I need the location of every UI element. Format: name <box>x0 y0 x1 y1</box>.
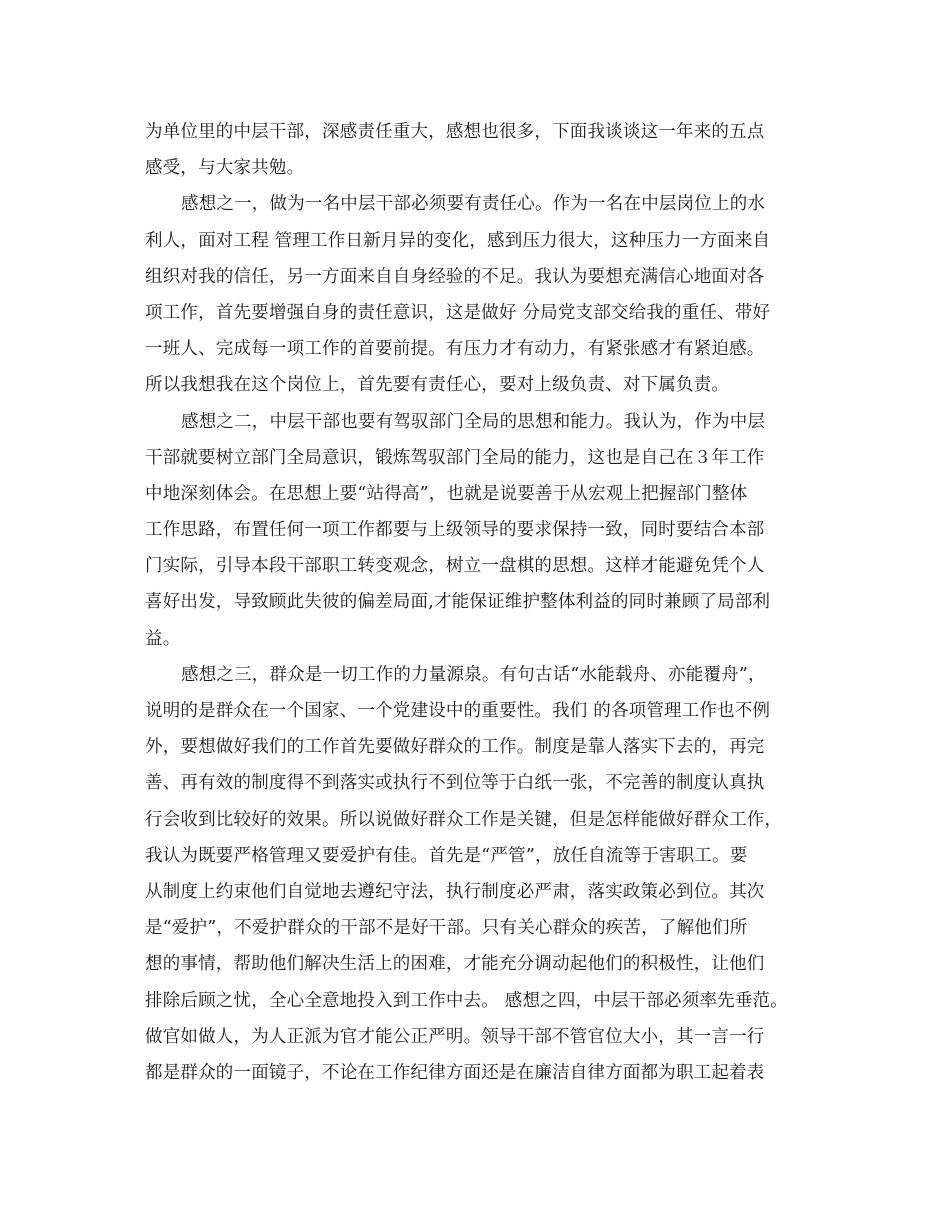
text-line: 组织对我的信任，另一方面来自自身经验的不足。我认为要想充满信心地面对各 <box>145 266 765 287</box>
text-line: 外，要想做好我们的工作首先要做好群众的工作。制度是靠人落实下去的，再完 <box>145 737 765 758</box>
paragraph-4 <box>145 657 805 1091</box>
text-line: 感想之二，中层干部也要有驾驭部门全局的思想和能力。我认为，作为中层 <box>181 411 766 432</box>
text-line: 所以我想我在这个岗位上，首先要有责任心，要对上级负责、对下属负责。 <box>145 375 730 396</box>
paragraph-3 <box>145 404 805 657</box>
text-line: 善、再有效的制度得不到落实或执行不到位等于白纸一张，不完善的制度认真执 <box>145 773 765 794</box>
text-line: 喜好出发，导致顾此失彼的偏差局面,才能保证维护整体利益的同时兼顾了局部利 <box>145 592 771 613</box>
text-line: 做官如做人，为人正派为官才能公正严明。领导干部不管官位大小，其一言一行 <box>145 1026 765 1047</box>
text-line: 为单位里的中层干部，深感责任重大，感想也很多，下面我谈谈这一年来的五点 <box>145 122 765 142</box>
text-line: 说明的是群众在一个国家、一个党建设中的重要性。我们 的各项管理工作也不例 <box>145 701 771 721</box>
text-line: 感受，与大家共勉。 <box>145 158 305 179</box>
text-line: 感想之一，做为一名中层干部必须要有责任心。作为一名在中层岗位上的水 <box>181 194 766 215</box>
text-line: 从制度上约束他们自觉地去遵纪守法，执行制度必严肃，落实政策必到位。其次 <box>145 881 765 902</box>
text-line: 益。 <box>145 628 181 649</box>
text-line: 都是群众的一面镜子，不论在工作纪律方面还是在廉洁自律方面都为职工起着表 <box>145 1062 765 1083</box>
text-line: 感想之三，群众是一切工作的力量源泉。有句古话“水能载舟、亦能覆舟”， <box>181 664 766 685</box>
body-text <box>145 114 805 1091</box>
text-line: 我认为既要严格管理又要爱护有佳。首先是“严管”，放任自流等于害职工。要 <box>145 845 748 866</box>
paragraph-2 <box>145 186 805 403</box>
text-line: 排除后顾之忧，全心全意地投入到工作中去。 感想之四，中层干部必须率先垂范。 <box>145 990 788 1011</box>
text-line: 门实际，引导本段干部职工转变观念，树立一盘棋的思想。这样才能避免凭个人 <box>145 556 765 577</box>
paragraph-1 <box>145 114 805 186</box>
text-line: 一班人、完成每一项工作的首要前提。有压力才有动力，有紧张感才有紧迫感。 <box>145 339 765 360</box>
text-line: 行会收到比较好的效果。所以说做好群众工作是关键，但是怎样能做好群众工作， <box>145 809 783 830</box>
text-line: 工作思路，布置任何一项工作都要与上级领导的要求保持一致，同时要结合本部 <box>145 520 765 541</box>
text-line: 想的事情，帮助他们解决生活上的困难，才能充分调动起他们的积极性，让他们 <box>145 954 765 975</box>
text-line: 是“爱护”，不爱护群众的干部不是好干部。只有关心群众的疾苦，了解他们所 <box>145 918 748 939</box>
text-line: 项工作，首先要增强自身的责任意识，这是做好 分局党支部交给我的重任、带好 <box>145 302 771 323</box>
text-line: 中地深刻体会。在思想上要“站得高”，也就是说要善于从宏观上把握部门整体 <box>145 483 748 504</box>
text-line: 利人，面对工程 管理工作日新月异的变化，感到压力很大，这种压力一方面来自 <box>145 230 771 251</box>
text-line: 干部就要树立部门全局意识，锻炼驾驭部门全局的能力，这也是自己在３年工作 <box>145 447 765 468</box>
